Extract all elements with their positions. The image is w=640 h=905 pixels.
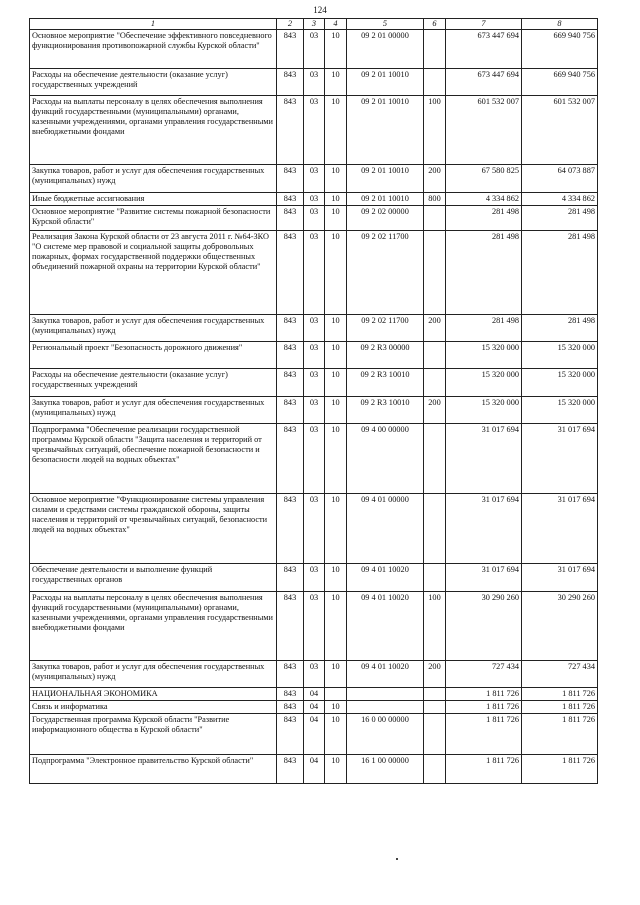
row-subsection-code: 10 bbox=[325, 660, 347, 687]
row-section-code: 03 bbox=[304, 230, 325, 314]
row-expense-type: 100 bbox=[424, 95, 446, 164]
row-subsection-code: 10 bbox=[325, 29, 347, 68]
header-col-6: 6 bbox=[424, 19, 446, 30]
row-ministry-code: 843 bbox=[277, 493, 304, 563]
scan-speck bbox=[396, 858, 398, 860]
row-target-article: 09 2 02 00000 bbox=[347, 205, 424, 230]
row-amount-1: 1 811 726 bbox=[446, 700, 522, 713]
row-target-article: 09 2 01 10010 bbox=[347, 192, 424, 205]
row-amount-2: 4 334 862 bbox=[522, 192, 598, 205]
row-name: Региональный проект "Безопасность дорожного движения" bbox=[30, 341, 277, 368]
row-expense-type bbox=[424, 687, 446, 700]
row-expense-type bbox=[424, 29, 446, 68]
row-amount-2: 15 320 000 bbox=[522, 341, 598, 368]
row-subsection-code: 10 bbox=[325, 713, 347, 754]
table-row bbox=[30, 192, 598, 205]
row-section-code: 03 bbox=[304, 205, 325, 230]
table-row bbox=[30, 493, 598, 563]
row-name: Государственная программа Курской области "Развитие информационного общества в Курской области" bbox=[30, 713, 277, 754]
row-amount-1: 673 447 694 bbox=[446, 29, 522, 68]
row-name: Расходы на обеспечение деятельности (оказание услуг) государственных учреждений bbox=[30, 68, 277, 95]
row-expense-type: 200 bbox=[424, 660, 446, 687]
row-name: Основное мероприятие "Функционирование системы управления силами и средствами системы гражданской обороны, защиты населения и территорий от чрезвычайных ситуаций, безопасности людей на водных объектах" bbox=[30, 493, 277, 563]
row-expense-type bbox=[424, 493, 446, 563]
row-name: Закупка товаров, работ и услуг для обеспечения государственных (муниципальных) нужд bbox=[30, 396, 277, 423]
row-name: НАЦИОНАЛЬНАЯ ЭКОНОМИКА bbox=[30, 687, 277, 700]
table-row bbox=[30, 368, 598, 396]
budget-table bbox=[29, 18, 598, 784]
row-amount-1: 15 320 000 bbox=[446, 368, 522, 396]
row-section-code: 03 bbox=[304, 368, 325, 396]
row-name: Расходы на обеспечение деятельности (оказание услуг) государственных учреждений bbox=[30, 368, 277, 396]
row-target-article: 09 4 01 10020 bbox=[347, 563, 424, 591]
row-ministry-code: 843 bbox=[277, 396, 304, 423]
row-subsection-code: 10 bbox=[325, 368, 347, 396]
row-target-article bbox=[347, 687, 424, 700]
row-amount-1: 67 580 825 bbox=[446, 164, 522, 192]
row-section-code: 04 bbox=[304, 700, 325, 713]
row-subsection-code: 10 bbox=[325, 230, 347, 314]
header-col-8: 8 bbox=[522, 19, 598, 30]
header-col-5: 5 bbox=[347, 19, 424, 30]
row-amount-1: 31 017 694 bbox=[446, 563, 522, 591]
table-row bbox=[30, 700, 598, 713]
row-target-article: 09 2 01 00000 bbox=[347, 29, 424, 68]
row-name: Закупка товаров, работ и услуг для обеспечения государственных (муниципальных) нужд bbox=[30, 164, 277, 192]
row-amount-2: 669 940 756 bbox=[522, 68, 598, 95]
row-target-article: 09 2 01 10010 bbox=[347, 164, 424, 192]
row-target-article: 09 4 01 00000 bbox=[347, 493, 424, 563]
row-name: Основное мероприятие "Обеспечение эффективного повседневного функционирования противопожарной службы Курской области" bbox=[30, 29, 277, 68]
table-row bbox=[30, 68, 598, 95]
row-subsection-code: 10 bbox=[325, 192, 347, 205]
row-section-code: 03 bbox=[304, 29, 325, 68]
row-amount-2: 64 073 887 bbox=[522, 164, 598, 192]
row-target-article: 09 4 00 00000 bbox=[347, 423, 424, 493]
row-ministry-code: 843 bbox=[277, 687, 304, 700]
table-row bbox=[30, 314, 598, 341]
row-amount-2: 669 940 756 bbox=[522, 29, 598, 68]
row-amount-2: 15 320 000 bbox=[522, 396, 598, 423]
row-expense-type bbox=[424, 205, 446, 230]
row-amount-1: 281 498 bbox=[446, 314, 522, 341]
row-target-article: 09 2 01 10010 bbox=[347, 68, 424, 95]
row-subsection-code: 10 bbox=[325, 341, 347, 368]
table-row bbox=[30, 205, 598, 230]
row-ministry-code: 843 bbox=[277, 591, 304, 660]
row-amount-2: 281 498 bbox=[522, 314, 598, 341]
row-subsection-code: 10 bbox=[325, 423, 347, 493]
row-amount-1: 673 447 694 bbox=[446, 68, 522, 95]
row-expense-type bbox=[424, 563, 446, 591]
row-amount-1: 601 532 007 bbox=[446, 95, 522, 164]
row-target-article: 09 2 R3 00000 bbox=[347, 341, 424, 368]
row-subsection-code: 10 bbox=[325, 563, 347, 591]
row-target-article: 09 2 02 11700 bbox=[347, 314, 424, 341]
row-subsection-code: 10 bbox=[325, 205, 347, 230]
row-name: Закупка товаров, работ и услуг для обеспечения государственных (муниципальных) нужд bbox=[30, 314, 277, 341]
row-name: Закупка товаров, работ и услуг для обеспечения государственных (муниципальных) нужд bbox=[30, 660, 277, 687]
row-target-article: 09 2 R3 10010 bbox=[347, 368, 424, 396]
row-amount-2: 15 320 000 bbox=[522, 368, 598, 396]
row-amount-1: 281 498 bbox=[446, 230, 522, 314]
row-expense-type bbox=[424, 700, 446, 713]
row-name: Иные бюджетные ассигнования bbox=[30, 192, 277, 205]
header-col-1: 1 bbox=[30, 19, 277, 30]
table-row bbox=[30, 591, 598, 660]
header-col-2: 2 bbox=[277, 19, 304, 30]
row-amount-1: 4 334 862 bbox=[446, 192, 522, 205]
row-ministry-code: 843 bbox=[277, 754, 304, 783]
row-expense-type bbox=[424, 230, 446, 314]
row-expense-type: 200 bbox=[424, 314, 446, 341]
table-row bbox=[30, 29, 598, 68]
row-section-code: 03 bbox=[304, 396, 325, 423]
row-subsection-code: 10 bbox=[325, 700, 347, 713]
table-row bbox=[30, 95, 598, 164]
row-section-code: 03 bbox=[304, 493, 325, 563]
row-ministry-code: 843 bbox=[277, 700, 304, 713]
row-amount-2: 281 498 bbox=[522, 230, 598, 314]
row-section-code: 03 bbox=[304, 341, 325, 368]
row-expense-type: 800 bbox=[424, 192, 446, 205]
table-row bbox=[30, 164, 598, 192]
row-section-code: 03 bbox=[304, 95, 325, 164]
row-amount-2: 30 290 260 bbox=[522, 591, 598, 660]
row-ministry-code: 843 bbox=[277, 192, 304, 205]
row-name: Подпрограмма "Электронное правительство Курской области" bbox=[30, 754, 277, 783]
row-amount-1: 281 498 bbox=[446, 205, 522, 230]
row-amount-2: 601 532 007 bbox=[522, 95, 598, 164]
row-section-code: 03 bbox=[304, 192, 325, 205]
row-amount-1: 727 434 bbox=[446, 660, 522, 687]
row-subsection-code: 10 bbox=[325, 591, 347, 660]
row-name: Обеспечение деятельности и выполнение функций государственных органов bbox=[30, 563, 277, 591]
row-expense-type bbox=[424, 713, 446, 754]
page-number: 124 bbox=[313, 5, 327, 15]
row-ministry-code: 843 bbox=[277, 713, 304, 754]
row-ministry-code: 843 bbox=[277, 95, 304, 164]
row-subsection-code: 10 bbox=[325, 396, 347, 423]
row-name: Расходы на выплаты персоналу в целях обеспечения выполнения функций государственными (муниципальными) органами, казенными учреждениями, органами управления государственными внебюджетными фондами bbox=[30, 591, 277, 660]
row-name: Реализация Закона Курской области от 23 августа 2011 г. №64-ЗКО "О системе мер правовой и социальной защиты добровольных пожарных, формах государственной поддержки общественных объединений пожарной охраны на территории Курской области" bbox=[30, 230, 277, 314]
row-ministry-code: 843 bbox=[277, 341, 304, 368]
row-subsection-code: 10 bbox=[325, 95, 347, 164]
row-amount-1: 1 811 726 bbox=[446, 754, 522, 783]
row-name: Расходы на выплаты персоналу в целях обеспечения выполнения функций государственными (муниципальными) органами, казенными учреждениями, органами управления государственными внебюджетными фондами bbox=[30, 95, 277, 164]
header-col-4: 4 bbox=[325, 19, 347, 30]
table-row bbox=[30, 687, 598, 700]
row-ministry-code: 843 bbox=[277, 230, 304, 314]
header-col-3: 3 bbox=[304, 19, 325, 30]
row-amount-2: 1 811 726 bbox=[522, 754, 598, 783]
row-amount-1: 15 320 000 bbox=[446, 396, 522, 423]
row-expense-type bbox=[424, 423, 446, 493]
row-ministry-code: 843 bbox=[277, 660, 304, 687]
row-section-code: 03 bbox=[304, 563, 325, 591]
table-row bbox=[30, 230, 598, 314]
row-expense-type: 100 bbox=[424, 591, 446, 660]
row-section-code: 04 bbox=[304, 754, 325, 783]
row-target-article: 09 2 01 10010 bbox=[347, 95, 424, 164]
row-expense-type bbox=[424, 754, 446, 783]
row-expense-type bbox=[424, 341, 446, 368]
row-expense-type: 200 bbox=[424, 164, 446, 192]
row-subsection-code: 10 bbox=[325, 754, 347, 783]
table-row bbox=[30, 713, 598, 754]
row-amount-1: 1 811 726 bbox=[446, 713, 522, 754]
row-section-code: 04 bbox=[304, 687, 325, 700]
row-subsection-code: 10 bbox=[325, 493, 347, 563]
row-subsection-code: 10 bbox=[325, 68, 347, 95]
row-amount-1: 31 017 694 bbox=[446, 423, 522, 493]
row-name: Связь и информатика bbox=[30, 700, 277, 713]
row-target-article: 16 0 00 00000 bbox=[347, 713, 424, 754]
row-amount-2: 31 017 694 bbox=[522, 563, 598, 591]
table-row bbox=[30, 423, 598, 493]
row-subsection-code: 10 bbox=[325, 164, 347, 192]
row-subsection-code: 10 bbox=[325, 314, 347, 341]
row-amount-1: 30 290 260 bbox=[446, 591, 522, 660]
table-row bbox=[30, 396, 598, 423]
row-target-article: 09 2 02 11700 bbox=[347, 230, 424, 314]
table-row bbox=[30, 754, 598, 783]
row-ministry-code: 843 bbox=[277, 563, 304, 591]
row-name: Основное мероприятие "Развитие системы пожарной безопасности Курской области" bbox=[30, 205, 277, 230]
header-col-7: 7 bbox=[446, 19, 522, 30]
row-ministry-code: 843 bbox=[277, 164, 304, 192]
row-expense-type bbox=[424, 368, 446, 396]
row-amount-2: 281 498 bbox=[522, 205, 598, 230]
row-target-article: 16 1 00 00000 bbox=[347, 754, 424, 783]
row-expense-type bbox=[424, 68, 446, 95]
row-amount-2: 1 811 726 bbox=[522, 713, 598, 754]
header-row bbox=[30, 19, 598, 30]
row-ministry-code: 843 bbox=[277, 368, 304, 396]
row-section-code: 03 bbox=[304, 314, 325, 341]
row-ministry-code: 843 bbox=[277, 314, 304, 341]
row-section-code: 04 bbox=[304, 713, 325, 754]
row-target-article bbox=[347, 700, 424, 713]
row-amount-1: 1 811 726 bbox=[446, 687, 522, 700]
row-expense-type: 200 bbox=[424, 396, 446, 423]
row-amount-2: 1 811 726 bbox=[522, 700, 598, 713]
row-amount-2: 727 434 bbox=[522, 660, 598, 687]
table-row bbox=[30, 563, 598, 591]
row-section-code: 03 bbox=[304, 68, 325, 95]
row-amount-1: 31 017 694 bbox=[446, 493, 522, 563]
row-section-code: 03 bbox=[304, 423, 325, 493]
row-amount-2: 1 811 726 bbox=[522, 687, 598, 700]
row-ministry-code: 843 bbox=[277, 68, 304, 95]
row-ministry-code: 843 bbox=[277, 29, 304, 68]
row-section-code: 03 bbox=[304, 164, 325, 192]
row-amount-2: 31 017 694 bbox=[522, 493, 598, 563]
table-row bbox=[30, 660, 598, 687]
row-section-code: 03 bbox=[304, 591, 325, 660]
row-target-article: 09 4 01 10020 bbox=[347, 660, 424, 687]
row-name: Подпрограмма "Обеспечение реализации государственной программы Курской области "Защита населения и территорий от чрезвычайных ситуаций, обеспечение пожарной безопасности и безопасности людей на водных объектах" bbox=[30, 423, 277, 493]
table-row bbox=[30, 341, 598, 368]
row-ministry-code: 843 bbox=[277, 205, 304, 230]
row-ministry-code: 843 bbox=[277, 423, 304, 493]
row-amount-2: 31 017 694 bbox=[522, 423, 598, 493]
row-amount-1: 15 320 000 bbox=[446, 341, 522, 368]
row-subsection-code bbox=[325, 687, 347, 700]
row-section-code: 03 bbox=[304, 660, 325, 687]
row-target-article: 09 4 01 10020 bbox=[347, 591, 424, 660]
row-target-article: 09 2 R3 10010 bbox=[347, 396, 424, 423]
